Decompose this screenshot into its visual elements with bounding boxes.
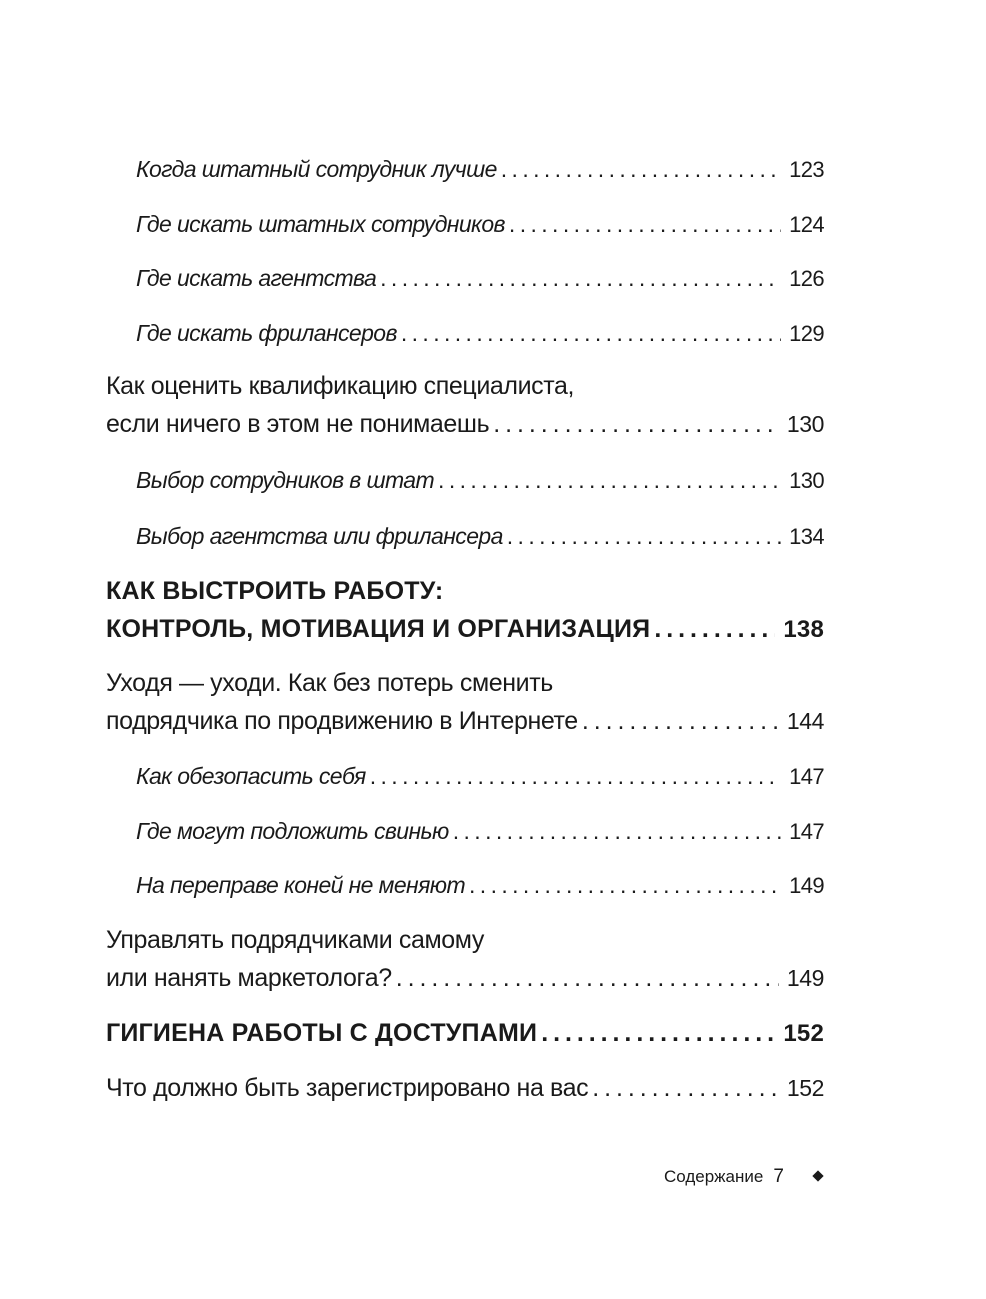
toc-page-number: 129 <box>789 321 824 346</box>
dot-leader <box>469 866 781 904</box>
toc-page-number: 152 <box>783 1020 824 1047</box>
toc-page-number: 134 <box>789 524 824 549</box>
toc-entry[interactable] <box>136 757 824 796</box>
toc-entry-title-line: Уходя — уходи. Как без потерь сменить <box>106 669 553 697</box>
dot-leader <box>438 461 781 499</box>
diamond-icon <box>812 1170 823 1181</box>
toc-entry-title: На переправе коней не меняют <box>136 872 466 898</box>
toc-page-number: 126 <box>789 266 824 291</box>
dot-leader <box>582 702 779 740</box>
toc-page-number: 147 <box>789 819 824 844</box>
dot-leader <box>380 259 781 297</box>
dot-leader <box>509 205 781 243</box>
toc-entry-title: Выбор агентства или фрилансера <box>136 523 503 549</box>
dot-leader <box>654 610 775 648</box>
toc-entry-title: Что должно быть зарегистрировано на вас <box>106 1074 589 1102</box>
dot-leader <box>453 812 781 850</box>
toc-entry[interactable] <box>136 259 824 298</box>
dot-leader <box>541 1014 775 1052</box>
dot-leader <box>592 1069 779 1107</box>
toc-section[interactable] <box>106 572 824 649</box>
toc-entry-title: Как обезопасить себя <box>136 763 366 789</box>
toc-page-number: 138 <box>783 616 824 643</box>
toc-page-number: 144 <box>786 708 824 734</box>
footer-page-number: 7 <box>773 1166 784 1187</box>
toc-entry-title: подрядчика по продвижению в Интернете <box>106 707 578 735</box>
dot-leader <box>401 314 781 352</box>
toc-section-title: ГИГИЕНА РАБОТЫ С ДОСТУПАМИ <box>106 1019 538 1047</box>
toc-page-number: 130 <box>789 468 824 493</box>
dot-leader <box>370 757 781 795</box>
toc-entry-title: Выбор сотрудников в штат <box>136 467 435 493</box>
dot-leader <box>493 405 779 443</box>
toc-entry[interactable] <box>136 812 824 851</box>
toc-entry[interactable] <box>136 866 824 905</box>
toc-entry-title: Когда штатный сотрудник лучше <box>136 156 497 182</box>
toc-entry-title: Где искать штатных сотрудников <box>136 211 505 237</box>
toc-page-number: 147 <box>789 764 824 789</box>
footer-section-label: Содержание <box>664 1167 764 1186</box>
toc-section-title-line: КАК ВЫСТРОИТЬ РАБОТУ: <box>106 577 444 605</box>
toc-entry[interactable] <box>106 921 824 997</box>
toc-entry-title: если ничего в этом не понимаешь <box>106 410 490 438</box>
toc-page-number: 130 <box>786 411 824 437</box>
toc-page-number: 124 <box>789 212 824 237</box>
toc-entry[interactable] <box>136 150 824 189</box>
dot-leader <box>501 150 781 188</box>
toc-entry-title-line: Управлять подрядчиками самому <box>106 926 484 954</box>
toc-entry-title: Где могут подложить свинью <box>136 818 449 844</box>
toc-entry[interactable] <box>136 461 824 500</box>
toc-section[interactable] <box>106 1014 824 1053</box>
toc-entry[interactable] <box>136 517 824 556</box>
toc-page-number: 149 <box>786 965 824 991</box>
toc-page-number: 149 <box>789 873 824 898</box>
toc-page-number: 123 <box>789 157 824 182</box>
toc-entry-title: Где искать фрилансеров <box>136 320 397 346</box>
toc-section-title: КОНТРОЛЬ, МОТИВАЦИЯ И ОРГАНИЗАЦИЯ <box>106 615 651 643</box>
dot-leader <box>507 517 781 555</box>
toc-entry[interactable] <box>136 314 824 353</box>
dot-leader <box>396 959 779 997</box>
toc-entry-title: Где искать агентства <box>136 265 377 291</box>
toc-page-number: 152 <box>786 1075 824 1101</box>
toc-entry-title: или нанять маркетолога? <box>106 964 392 992</box>
toc-entry[interactable] <box>106 664 824 740</box>
toc-entry-title-line: Как оценить квалификацию специалиста, <box>106 372 575 400</box>
toc-entry[interactable] <box>106 367 824 443</box>
toc-entry[interactable] <box>106 1069 824 1107</box>
page-footer <box>664 1166 822 1188</box>
toc-entry[interactable] <box>136 205 824 244</box>
